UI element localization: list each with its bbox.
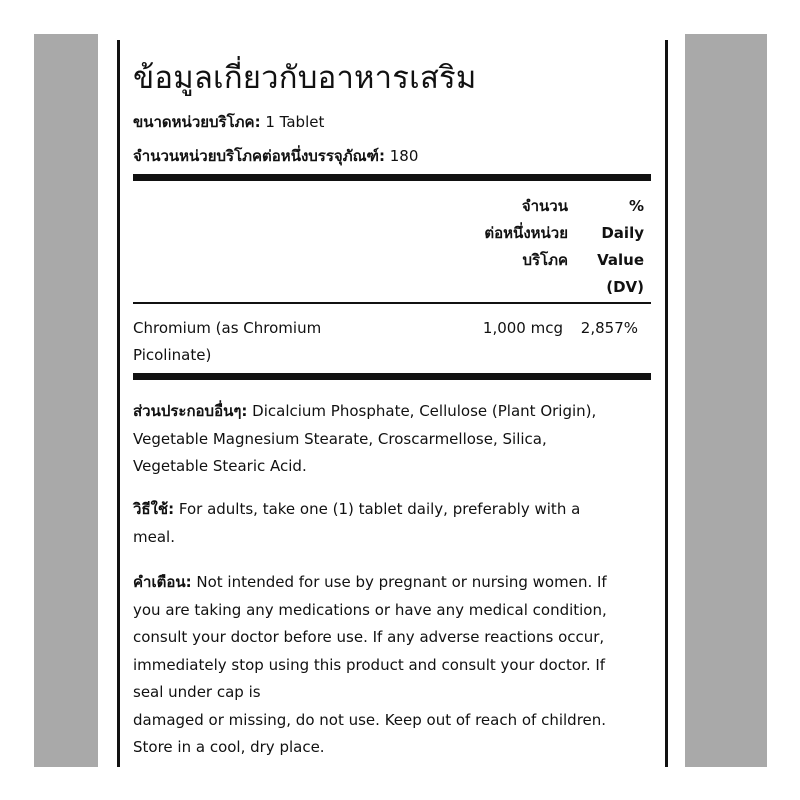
- serving-size-value: 1 Tablet: [265, 113, 325, 131]
- header-dv-line: Value: [597, 251, 644, 269]
- directions-text: For adults, take one (1) tablet daily, preferably with a: [174, 500, 581, 518]
- warning-text: damaged or missing, do not use. Keep out of reach of children.: [133, 710, 607, 729]
- warning: [133, 569, 663, 762]
- directions-text: meal.: [133, 527, 175, 546]
- warning-text: consult your doctor before use. If any adverse reactions occur,: [133, 628, 605, 646]
- nutrient-name-line: Chromium (as Chromium: [133, 319, 322, 337]
- serving-size: [133, 110, 653, 134]
- header-amount-line: จำนวน: [521, 197, 568, 215]
- header-daily-value: [578, 193, 644, 301]
- other-ingredients: [133, 398, 663, 481]
- other-ingredients-label: ส่วนประกอบอื่นๆ:: [133, 402, 248, 420]
- nutrient-daily-value: 2,857%: [580, 319, 638, 337]
- header-amount-per-serving: [455, 193, 568, 274]
- directions: [133, 496, 663, 551]
- warning-text: you are taking any medications or have any medical condition,: [133, 600, 607, 619]
- header-amount-line: ต่อหนึ่งหน่วย: [484, 224, 568, 242]
- nutrient-name-line: Picolinate): [133, 346, 212, 364]
- other-ingredients-text: Dicalcium Phosphate, Cellulose (Plant Origin),: [247, 402, 597, 420]
- directions-label: วิธีใช้:: [133, 500, 175, 518]
- warning-label: คำเตือน:: [133, 573, 192, 591]
- warning-text: seal under cap is: [133, 683, 261, 701]
- header-dv-line: Daily: [601, 224, 644, 242]
- warning-text: immediately stop using this product and consult your doctor. If: [133, 655, 606, 674]
- other-ingredients-text: Vegetable Stearic Acid.: [133, 457, 307, 475]
- nutrient-name: [133, 315, 403, 369]
- nutrient-amount: 1,000 mcg: [482, 319, 563, 337]
- header-dv-line: %: [628, 197, 644, 215]
- label-right-border: [665, 40, 668, 767]
- left-gray-border: [34, 34, 98, 767]
- other-ingredients-text: Vegetable Magnesium Stearate, Croscarmellose, Silica,: [133, 429, 547, 448]
- warning-text: Not intended for use by pregnant or nursing women. If: [191, 573, 607, 591]
- bottom-thick-rule: [133, 373, 651, 380]
- right-gray-border: [685, 34, 767, 767]
- top-thick-rule: [133, 174, 651, 181]
- header-thin-rule: [133, 302, 651, 304]
- header-amount-line: บริโภค: [522, 251, 568, 269]
- servings-per-container-value: 180: [389, 147, 419, 165]
- servings-per-container-label: จำนวนหน่วยบริโภคต่อหนึ่งบรรจุภัณฑ์:: [133, 147, 385, 165]
- header-dv-line: (DV): [606, 278, 644, 296]
- serving-size-label: ขนาดหน่วยบริโภค:: [133, 113, 261, 131]
- label-left-border: [117, 40, 120, 767]
- servings-per-container: [133, 144, 653, 168]
- label-title: ข้อมูลเกี่ยวกับอาหารเสริม: [133, 60, 477, 96]
- warning-text: Store in a cool, dry place.: [133, 738, 325, 756]
